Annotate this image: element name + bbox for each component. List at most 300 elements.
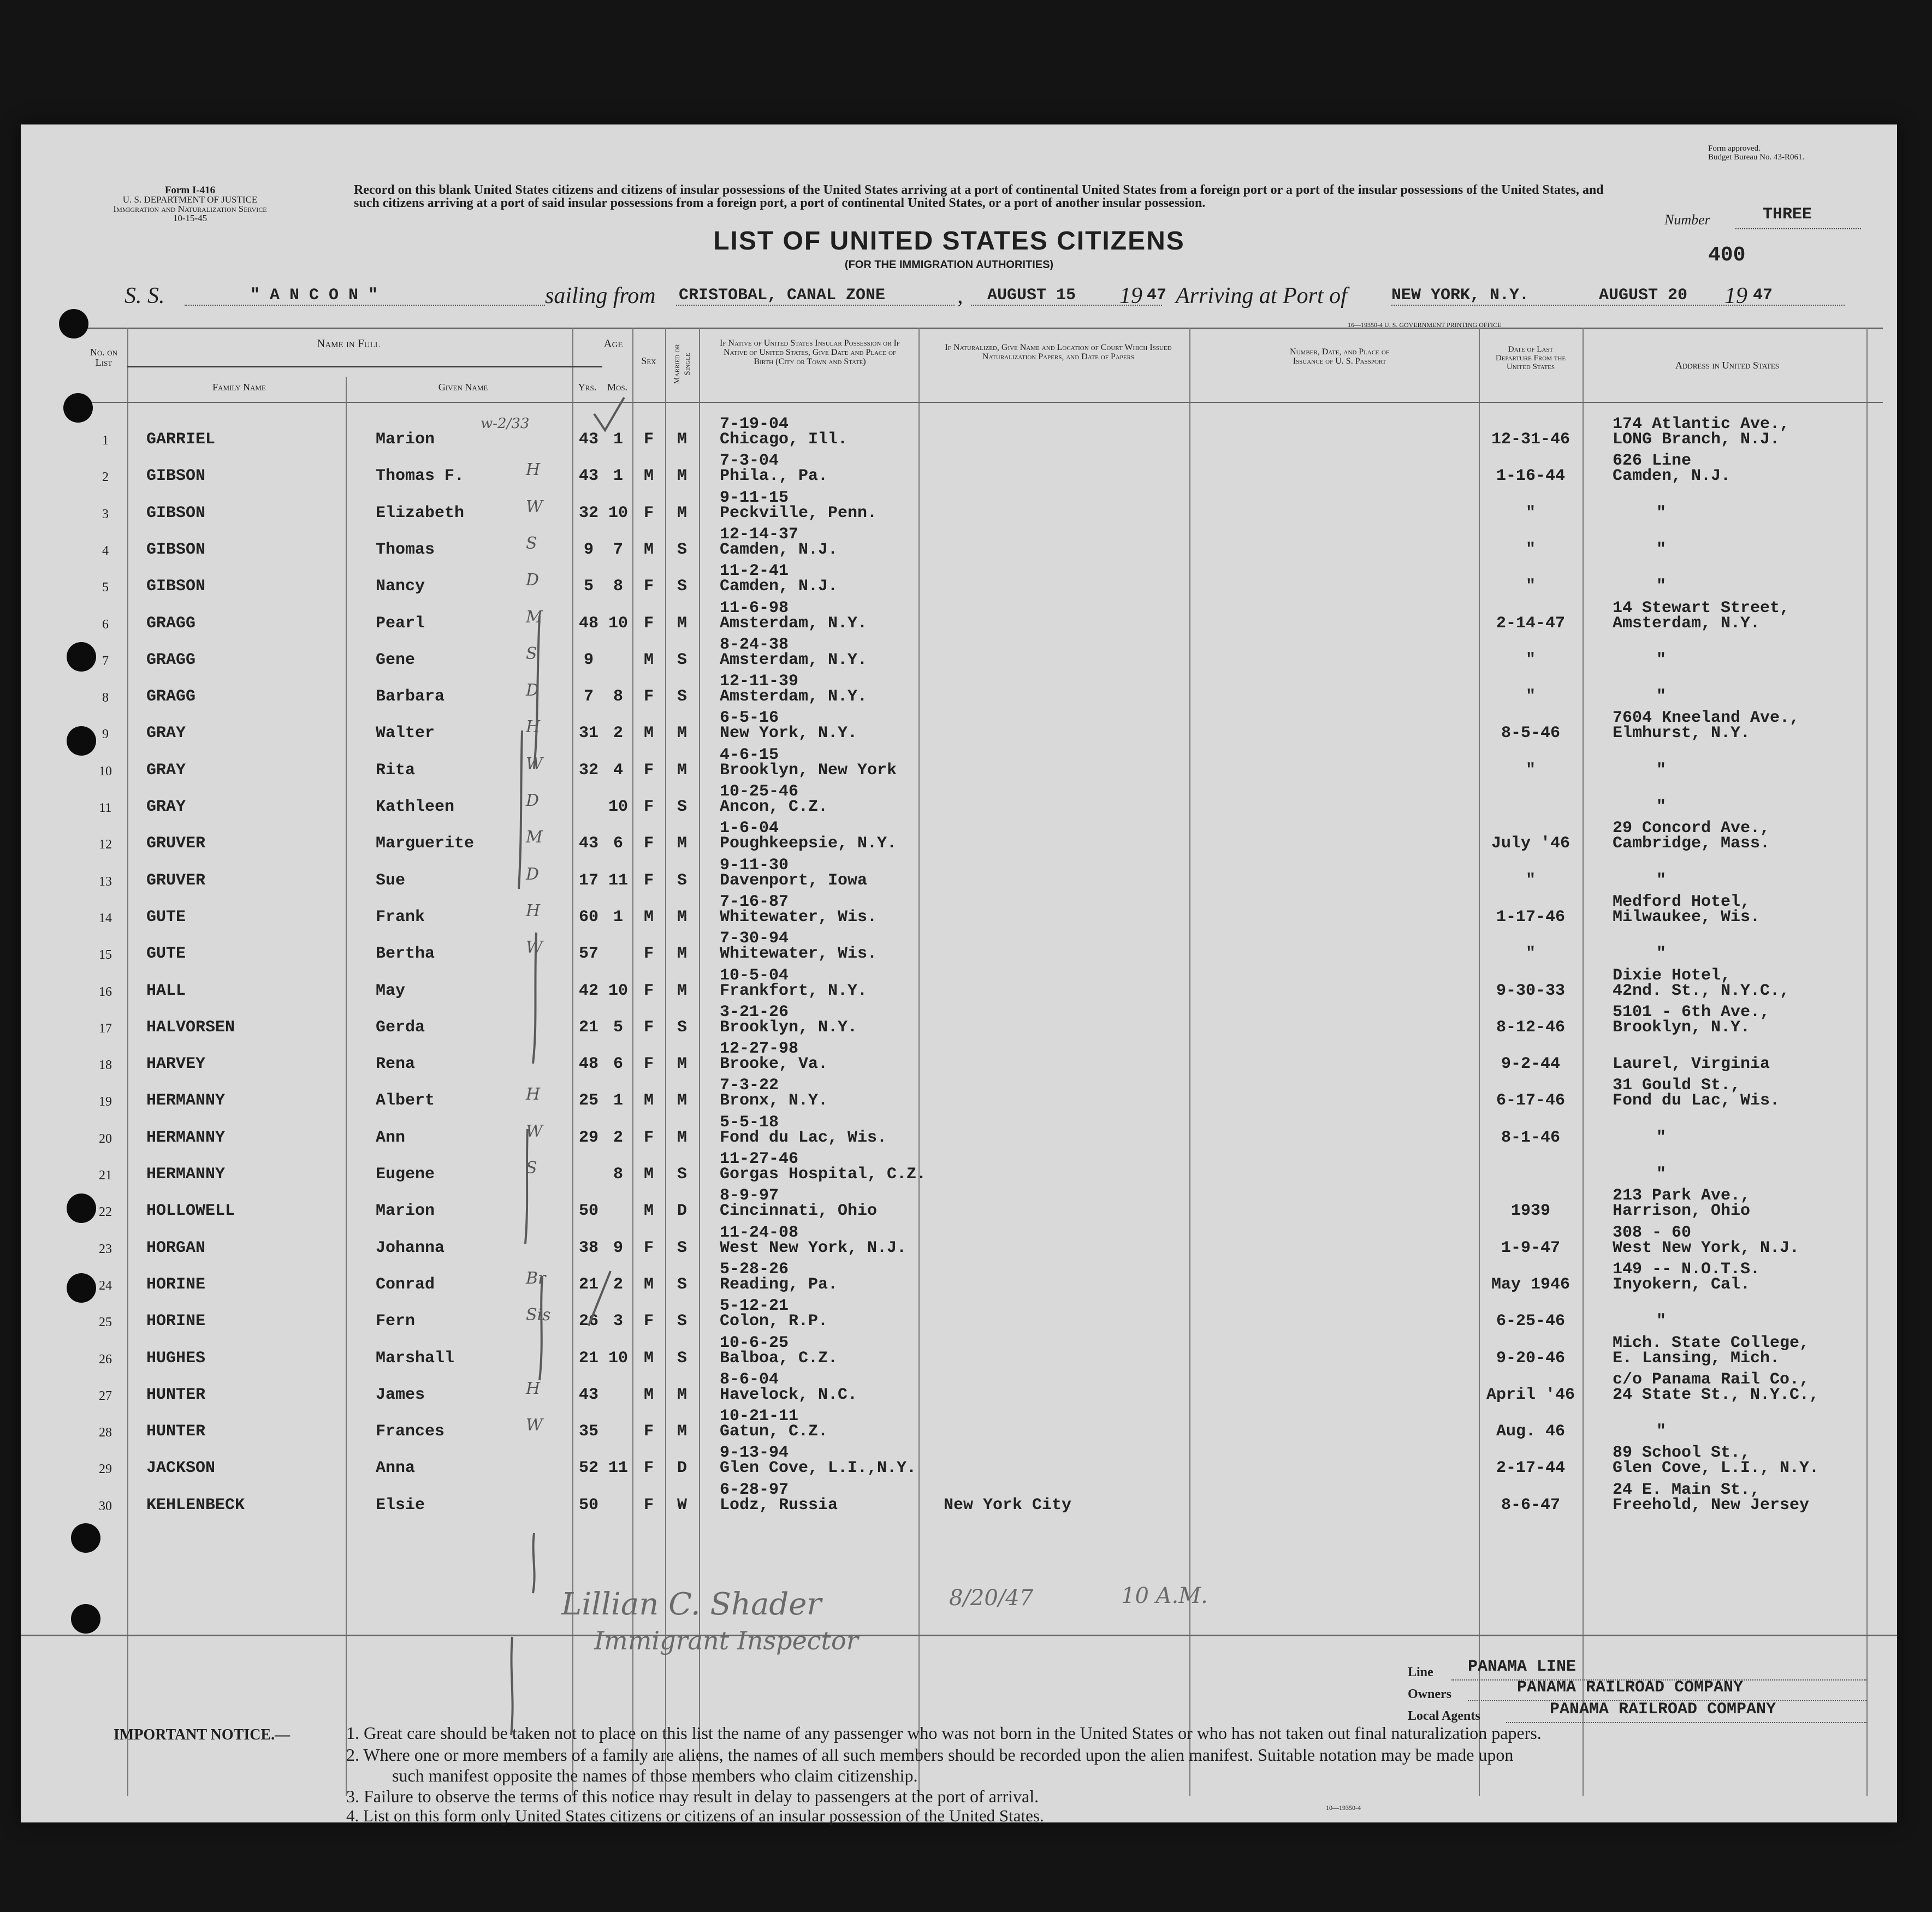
header-yrs: Yrs. bbox=[578, 382, 597, 393]
birth-place: Amsterdam, N.Y. bbox=[720, 651, 868, 669]
punch-hole bbox=[59, 309, 88, 339]
birth-date: 12-27-98 bbox=[720, 1040, 799, 1058]
age-years: 31 bbox=[578, 724, 598, 743]
row-number: 29 bbox=[99, 1462, 112, 1476]
relation-mark: S bbox=[526, 1159, 537, 1178]
address-line-2: Fond du Lac, Wis. bbox=[1613, 1091, 1780, 1110]
age-months: 2 bbox=[613, 1275, 623, 1294]
sex: F bbox=[643, 1422, 654, 1441]
address-line-2: " bbox=[1656, 541, 1667, 559]
punch-hole bbox=[67, 1193, 96, 1223]
birth-date: 10-21-11 bbox=[720, 1407, 799, 1426]
age-months: 1 bbox=[613, 430, 623, 449]
naturalization: New York City bbox=[944, 1496, 1072, 1515]
bracket-mark bbox=[533, 1533, 535, 1593]
sex: M bbox=[643, 541, 654, 559]
age-years: 57 bbox=[578, 945, 598, 963]
age-months: 8 bbox=[613, 687, 623, 706]
birth-date: 6-5-16 bbox=[720, 709, 779, 727]
sex: F bbox=[643, 871, 654, 890]
age-years: 9 bbox=[583, 541, 594, 559]
given-name: Frances bbox=[376, 1422, 445, 1441]
age-years: 32 bbox=[578, 761, 598, 780]
address-line-1: 31 Gould St., bbox=[1613, 1076, 1741, 1095]
marital-status: M bbox=[677, 908, 687, 927]
row-number: 6 bbox=[102, 617, 109, 632]
family-name: GRAY bbox=[146, 798, 186, 816]
address-line-1: 308 - 60 bbox=[1613, 1224, 1692, 1242]
age-months: 8 bbox=[613, 577, 623, 596]
address-line-1: 14 Stewart Street, bbox=[1613, 599, 1790, 617]
family-name: HORGAN bbox=[146, 1239, 206, 1257]
address-line-1: 626 Line bbox=[1613, 452, 1692, 470]
header-family-name: Family Name bbox=[212, 382, 266, 393]
row-number: 3 bbox=[102, 507, 109, 521]
row-number: 20 bbox=[99, 1132, 112, 1146]
relation-mark: S bbox=[526, 534, 537, 553]
birth-date: 10-25-46 bbox=[720, 782, 799, 801]
given-name: Thomas F. bbox=[376, 467, 465, 485]
relation-mark: W bbox=[526, 938, 543, 957]
birth-place: Brooklyn, N.Y. bbox=[720, 1018, 858, 1037]
birth-date: 9-11-30 bbox=[720, 856, 789, 875]
row-number: 16 bbox=[99, 985, 112, 999]
bracket-mark bbox=[525, 1129, 528, 1244]
row-number: 27 bbox=[99, 1389, 112, 1403]
header-last-departure: Date of Last Departure From the United States bbox=[1495, 345, 1566, 371]
birth-date: 7-16-87 bbox=[720, 893, 789, 911]
address-line-2: " bbox=[1656, 1312, 1667, 1331]
age-months: 11 bbox=[608, 1459, 628, 1477]
age-months: 4 bbox=[613, 761, 623, 780]
marital-status: S bbox=[677, 1239, 687, 1257]
marital-status: M bbox=[677, 724, 687, 743]
row-number: 14 bbox=[99, 911, 112, 925]
last-departure: 6-25-46 bbox=[1496, 1312, 1566, 1331]
form-code: 10—19350-4 bbox=[1326, 1804, 1361, 1812]
family-name: GIBSON bbox=[146, 467, 206, 485]
address-line-1: c/o Panama Rail Co., bbox=[1613, 1370, 1810, 1389]
last-departure: 2-14-47 bbox=[1496, 614, 1566, 633]
header-naturalized: If Naturalized, Give Name and Location of Court Which Issued Naturalization Papers, and Date of Papers bbox=[945, 343, 1172, 361]
arriving-label: Arriving at Port of bbox=[1176, 283, 1347, 308]
punch-hole bbox=[71, 1604, 100, 1634]
birth-place: Amsterdam, N.Y. bbox=[720, 614, 868, 633]
header-married-single: Married or Single bbox=[673, 344, 692, 384]
age-years: 43 bbox=[578, 467, 598, 485]
sex: F bbox=[643, 1496, 654, 1515]
age-years: 29 bbox=[578, 1129, 598, 1147]
sex: M bbox=[643, 1202, 654, 1220]
row-number: 11 bbox=[99, 801, 112, 815]
relation-mark: H bbox=[526, 1085, 541, 1104]
birth-date: 4-6-15 bbox=[720, 746, 779, 764]
last-departure: Aug. 46 bbox=[1496, 1422, 1566, 1441]
birth-date: 5-5-18 bbox=[720, 1113, 779, 1132]
check-mark bbox=[594, 397, 624, 430]
age-months: 1 bbox=[613, 467, 623, 485]
last-departure: 8-1-46 bbox=[1501, 1129, 1561, 1147]
age-months: 6 bbox=[613, 834, 623, 853]
age-months: 2 bbox=[613, 1129, 623, 1147]
address-line-2: " bbox=[1656, 687, 1667, 706]
form-id: Form I-416 bbox=[164, 185, 216, 196]
sex: F bbox=[643, 1312, 654, 1331]
birth-date: 11-27-46 bbox=[720, 1150, 799, 1168]
marital-status: M bbox=[677, 1055, 687, 1073]
from-port: CRISTOBAL, CANAL ZONE bbox=[679, 286, 886, 305]
sex: F bbox=[643, 798, 654, 816]
address-line-2: 24 State St., N.Y.C., bbox=[1613, 1386, 1820, 1404]
given-name: Kathleen bbox=[376, 798, 455, 816]
marital-status: M bbox=[677, 504, 687, 522]
relation-mark: S bbox=[526, 644, 537, 663]
birth-place: Chicago, Ill. bbox=[720, 430, 848, 449]
row-number: 1 bbox=[102, 434, 109, 448]
birth-date: 7-3-22 bbox=[720, 1076, 779, 1095]
birth-place: Phila., Pa. bbox=[720, 467, 828, 485]
family-name: HOLLOWELL bbox=[146, 1202, 235, 1220]
marital-status: M bbox=[677, 1422, 687, 1441]
sex: F bbox=[643, 430, 654, 449]
birth-date: 6-28-97 bbox=[720, 1481, 789, 1499]
inspector-signature: Lillian C. Shader bbox=[561, 1587, 822, 1622]
row-number: 25 bbox=[99, 1315, 112, 1329]
row-number: 4 bbox=[102, 544, 109, 558]
birth-place: Cincinnati, Ohio bbox=[720, 1202, 878, 1220]
marital-status: M bbox=[677, 945, 687, 963]
slash-mark bbox=[589, 1271, 611, 1326]
family-name: HUNTER bbox=[146, 1386, 206, 1404]
last-departure: 2-17-44 bbox=[1496, 1459, 1566, 1477]
age-months: 6 bbox=[613, 1055, 623, 1073]
age-years: 42 bbox=[578, 982, 598, 1000]
family-name: HORINE bbox=[146, 1312, 206, 1331]
marital-status: S bbox=[677, 687, 687, 706]
sex: F bbox=[643, 1459, 654, 1477]
birth-place: Peckville, Penn. bbox=[720, 504, 878, 522]
footer-rule bbox=[21, 1635, 1897, 1636]
age-years: 52 bbox=[578, 1459, 598, 1477]
birth-date: 5-12-21 bbox=[720, 1297, 789, 1315]
birth-date: 11-2-41 bbox=[720, 562, 789, 580]
sex: M bbox=[643, 1091, 654, 1110]
number-value: THREE bbox=[1763, 205, 1812, 224]
sex: M bbox=[643, 724, 654, 743]
family-name: GRAGG bbox=[146, 614, 196, 633]
age-months: 7 bbox=[613, 541, 623, 559]
comma-1: , bbox=[957, 283, 963, 308]
given-name: Sue bbox=[376, 871, 406, 890]
last-departure: 6-17-46 bbox=[1496, 1091, 1566, 1110]
given-name: Marion bbox=[376, 1202, 435, 1220]
arrival-port: NEW YORK, N.Y. bbox=[1391, 286, 1530, 305]
birth-date: 10-6-25 bbox=[720, 1334, 789, 1352]
relation-mark: D bbox=[526, 791, 540, 810]
number-label: Number bbox=[1664, 212, 1710, 228]
sex: F bbox=[643, 1129, 654, 1147]
service: Immigration and Naturalization Service bbox=[113, 204, 267, 214]
relation-mark: H bbox=[526, 901, 541, 921]
given-name: Nancy bbox=[376, 577, 425, 596]
birth-place: Amsterdam, N.Y. bbox=[720, 687, 868, 706]
instructions: Record on this blank United States citizens and citizens of insular possessions of the United States arriving at a port of continental United States from a foreign port or a port of the insular possessions of the United States, and such citizens arriving at a port of said insular possessions from a foreign port, a port of continental United States, or a port of another insular possession. bbox=[354, 183, 1604, 210]
inspector-title: Immigrant Inspector bbox=[594, 1626, 858, 1655]
age-months: 9 bbox=[613, 1239, 623, 1257]
given-name: May bbox=[376, 982, 406, 1000]
age-months: 5 bbox=[613, 1018, 623, 1037]
address-line-1: 213 Park Ave., bbox=[1613, 1186, 1751, 1205]
family-name: GUTE bbox=[146, 908, 186, 927]
edition: 10-15-45 bbox=[173, 213, 208, 223]
punch-hole bbox=[71, 1523, 100, 1553]
row-number: 23 bbox=[99, 1242, 112, 1256]
address-line-2: Harrison, Ohio bbox=[1613, 1202, 1751, 1220]
marital-status: D bbox=[677, 1459, 687, 1477]
age-years: 43 bbox=[578, 1386, 598, 1404]
marital-status: S bbox=[677, 1275, 687, 1294]
given-name: Thomas bbox=[376, 541, 435, 559]
address-line-2: 42nd. St., N.Y.C., bbox=[1613, 982, 1790, 1000]
row-number: 28 bbox=[99, 1426, 112, 1440]
row-number: 13 bbox=[99, 875, 112, 889]
age-years: 35 bbox=[578, 1422, 598, 1441]
marital-status: W bbox=[677, 1496, 687, 1515]
age-months: 3 bbox=[613, 1312, 623, 1331]
manifest-sheet bbox=[21, 124, 1897, 1825]
punch-hole bbox=[67, 726, 96, 756]
given-name: James bbox=[376, 1386, 425, 1404]
marital-status: S bbox=[677, 1018, 687, 1037]
given-name: Fern bbox=[376, 1312, 416, 1331]
sex: M bbox=[643, 467, 654, 485]
relation-mark: H bbox=[526, 1379, 541, 1398]
address-line-2: " bbox=[1656, 798, 1667, 816]
marital-status: M bbox=[677, 467, 687, 485]
age-years: 25 bbox=[578, 1091, 598, 1110]
stamp-number: 400 bbox=[1708, 244, 1746, 267]
given-name: Marguerite bbox=[376, 834, 475, 853]
agents-label: Local Agents bbox=[1408, 1709, 1480, 1723]
last-departure: 1-16-44 bbox=[1496, 467, 1566, 485]
marital-status: S bbox=[677, 798, 687, 816]
family-name: GIBSON bbox=[146, 504, 206, 522]
ship-name: " A N C O N " bbox=[250, 286, 378, 305]
owners-value: PANAMA RAILROAD COMPANY bbox=[1517, 1678, 1744, 1697]
age-months: 10 bbox=[608, 982, 628, 1000]
marital-status: M bbox=[677, 614, 687, 633]
age-years: 17 bbox=[578, 871, 598, 890]
last-departure: 8-5-46 bbox=[1501, 724, 1561, 743]
address-line-1: 24 E. Main St., bbox=[1613, 1481, 1761, 1499]
birth-place: Brooklyn, New York bbox=[720, 761, 897, 780]
family-name: HALVORSEN bbox=[146, 1018, 235, 1037]
sex: F bbox=[643, 1018, 654, 1037]
birth-date: 11-6-98 bbox=[720, 599, 789, 617]
family-name: GIBSON bbox=[146, 577, 206, 596]
last-departure: " bbox=[1525, 871, 1536, 890]
given-name: Rena bbox=[376, 1055, 416, 1073]
last-departure: July '46 bbox=[1491, 834, 1571, 853]
birth-place: Gatun, C.Z. bbox=[720, 1422, 828, 1441]
last-departure: May 1946 bbox=[1491, 1275, 1571, 1294]
sailing-label: sailing from bbox=[545, 283, 656, 308]
marital-status: M bbox=[677, 1091, 687, 1110]
marital-status: M bbox=[677, 834, 687, 853]
birth-place: Camden, N.J. bbox=[720, 577, 838, 596]
age-years: 26 bbox=[578, 1312, 598, 1331]
birth-place: New York, N.Y. bbox=[720, 724, 858, 743]
relation-mark: M bbox=[526, 828, 543, 847]
line-label: Line bbox=[1408, 1665, 1433, 1679]
row-number: 21 bbox=[99, 1168, 112, 1183]
sex: F bbox=[643, 761, 654, 780]
notice-2a: 2. Where one or more members of a family are aliens, the names of all such members should be recorded upon the alien manifest. Suitable notation may be made upon bbox=[346, 1745, 1514, 1765]
last-departure: 9-30-33 bbox=[1496, 982, 1566, 1000]
age-years: 21 bbox=[578, 1275, 598, 1294]
header-address: Address in United States bbox=[1675, 360, 1780, 371]
birth-date: 8-24-38 bbox=[720, 636, 789, 654]
address-line-1: 174 Atlantic Ave., bbox=[1613, 415, 1790, 434]
address-line-2: Amsterdam, N.Y. bbox=[1613, 614, 1761, 633]
last-departure: " bbox=[1525, 504, 1536, 522]
sex: M bbox=[643, 908, 654, 927]
birth-place: Balboa, C.Z. bbox=[720, 1349, 838, 1368]
family-name: HARVEY bbox=[146, 1055, 206, 1073]
sex: F bbox=[643, 687, 654, 706]
header-passport: Number, Date, and Place of Issuance of U. S. Passport bbox=[1290, 347, 1389, 366]
age-years: 48 bbox=[578, 1055, 598, 1073]
given-name: Johanna bbox=[376, 1239, 445, 1257]
address-line-2: Milwaukee, Wis. bbox=[1613, 908, 1761, 927]
given-name: Marshall bbox=[376, 1349, 455, 1368]
address-line-1: 149 -- N.O.T.S. bbox=[1613, 1260, 1761, 1279]
birth-date: 1-6-04 bbox=[720, 819, 779, 838]
given-name: Gerda bbox=[376, 1018, 425, 1037]
address-line-2: West New York, N.J. bbox=[1613, 1239, 1800, 1257]
marital-status: S bbox=[677, 1165, 687, 1184]
birth-date: 8-9-97 bbox=[720, 1186, 779, 1205]
family-name: GRAGG bbox=[146, 687, 196, 706]
birth-date: 7-30-94 bbox=[720, 929, 789, 948]
given-name: Bertha bbox=[376, 945, 435, 963]
sex: M bbox=[643, 1275, 654, 1294]
birth-place: Glen Cove, L.I.,N.Y. bbox=[720, 1459, 917, 1477]
birth-place: Fond du Lac, Wis. bbox=[720, 1129, 887, 1147]
given-name: Eugene bbox=[376, 1165, 435, 1184]
last-departure: 9-20-46 bbox=[1496, 1349, 1566, 1368]
arrival-date: AUGUST 20 bbox=[1599, 286, 1688, 305]
family-name: JACKSON bbox=[146, 1459, 216, 1477]
bracket-mark bbox=[540, 1276, 542, 1380]
age-months: 2 bbox=[613, 724, 623, 743]
birth-date: 9-11-15 bbox=[720, 489, 789, 507]
family-name: GUTE bbox=[146, 945, 186, 963]
birth-place: Reading, Pa. bbox=[720, 1275, 838, 1294]
row1-handwritten-note: w-2/33 bbox=[481, 415, 530, 432]
family-name: HERMANNY bbox=[146, 1129, 226, 1147]
agents-dotline bbox=[1506, 1722, 1866, 1723]
birth-place: Lodz, Russia bbox=[720, 1496, 838, 1515]
address-line-2: Cambridge, Mass. bbox=[1613, 834, 1770, 853]
given-name: Elizabeth bbox=[376, 504, 465, 522]
address-line-1: Medford Hotel, bbox=[1613, 893, 1751, 911]
last-departure: " bbox=[1525, 687, 1536, 706]
address-line-2: E. Lansing, Mich. bbox=[1613, 1349, 1780, 1368]
punch-hole bbox=[67, 642, 96, 672]
approval-line-2: Budget Bureau No. 43-R061. bbox=[1708, 153, 1805, 162]
row-number: 22 bbox=[99, 1205, 112, 1219]
birth-place: Brooke, Va. bbox=[720, 1055, 828, 1073]
address-line-2: LONG Branch, N.J. bbox=[1613, 430, 1780, 449]
age-years: 21 bbox=[578, 1349, 598, 1368]
address-line-2: " bbox=[1656, 1422, 1667, 1441]
family-name: HUNTER bbox=[146, 1422, 206, 1441]
birth-date: 10-5-04 bbox=[720, 966, 789, 985]
given-name: Pearl bbox=[376, 614, 425, 633]
family-name: GIBSON bbox=[146, 541, 206, 559]
notice-4: 4. List on this form only United States citizens or citizens of an insular possession of the United States. bbox=[346, 1806, 1044, 1825]
family-name: GRAY bbox=[146, 761, 186, 780]
birth-date: 9-13-94 bbox=[720, 1444, 789, 1462]
last-departure: " bbox=[1525, 761, 1536, 780]
relation-mark: Br bbox=[526, 1269, 546, 1288]
bracket-mark bbox=[534, 616, 540, 769]
sex: F bbox=[643, 1055, 654, 1073]
page-title: LIST OF UNITED STATES CITIZENS bbox=[713, 227, 1185, 256]
family-name: KEHLENBECK bbox=[146, 1496, 245, 1515]
age-years: 9 bbox=[583, 651, 594, 669]
last-departure: 1-9-47 bbox=[1501, 1239, 1561, 1257]
address-line-2: Glen Cove, L.I., N.Y. bbox=[1613, 1459, 1820, 1477]
address-line-2: " bbox=[1656, 651, 1667, 669]
page-subtitle: (FOR THE IMMIGRATION AUTHORITIES) bbox=[844, 259, 1054, 271]
address-line-1: 89 School St., bbox=[1613, 1444, 1751, 1462]
age-years: 43 bbox=[578, 430, 598, 449]
row-number: 7 bbox=[102, 654, 109, 668]
address-line-2: Elmhurst, N.Y. bbox=[1613, 724, 1751, 743]
given-name: Rita bbox=[376, 761, 416, 780]
last-departure: " bbox=[1525, 651, 1536, 669]
given-name: Marion bbox=[376, 430, 435, 449]
last-departure: 1939 bbox=[1510, 1202, 1550, 1220]
address-line-2: Camden, N.J. bbox=[1613, 467, 1731, 485]
address-line-2: " bbox=[1656, 504, 1667, 522]
marital-status: S bbox=[677, 1349, 687, 1368]
family-name: GRUVER bbox=[146, 834, 206, 853]
header-age: Age bbox=[603, 337, 623, 350]
row-number: 12 bbox=[99, 838, 112, 852]
relation-mark: Sis bbox=[526, 1305, 551, 1325]
row-number: 10 bbox=[99, 764, 112, 779]
age-years: 43 bbox=[578, 834, 598, 853]
bracket-mark bbox=[533, 933, 536, 1064]
row-number: 9 bbox=[102, 727, 109, 741]
header-mos: Mos. bbox=[607, 382, 628, 393]
given-name: Barbara bbox=[376, 687, 445, 706]
punch-hole bbox=[67, 1273, 96, 1303]
marital-status: M bbox=[677, 1386, 687, 1404]
row-number: 18 bbox=[99, 1058, 112, 1072]
family-name: GRAGG bbox=[146, 651, 196, 669]
relation-mark: M bbox=[526, 608, 543, 627]
family-name: GARRIEL bbox=[146, 430, 216, 449]
notice-3: 3. Failure to observe the terms of this notice may result in delay to passengers at the port of arrival. bbox=[346, 1786, 1039, 1806]
marital-status: S bbox=[677, 577, 687, 596]
address-line-1: Dixie Hotel, bbox=[1613, 966, 1731, 985]
last-departure: 12-31-46 bbox=[1491, 430, 1571, 449]
sex: F bbox=[643, 504, 654, 522]
